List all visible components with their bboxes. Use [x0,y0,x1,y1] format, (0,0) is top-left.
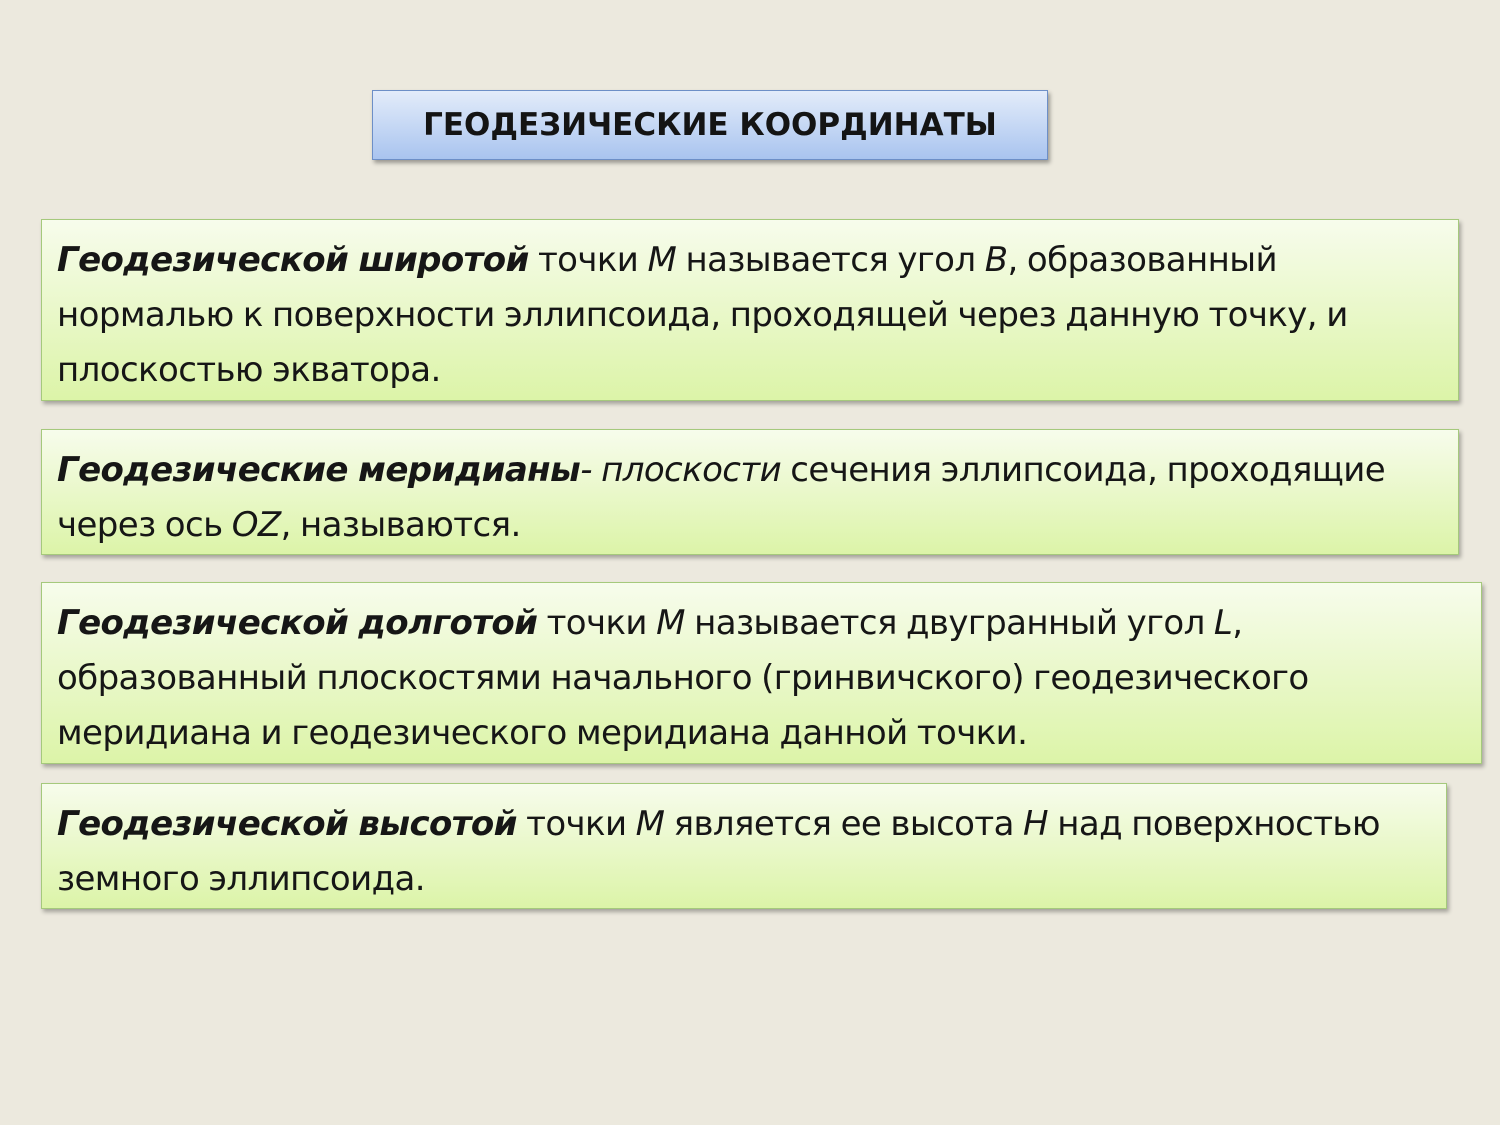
page-title: ГЕОДЕЗИЧЕСКИЕ КООРДИНАТЫ [423,107,997,143]
definition-fragment: точки [537,603,657,643]
variable-m: M [647,240,677,280]
definition-fragment: точки [528,240,648,280]
definition-fragment: , называются. [280,505,521,545]
definition-term: Геодезической высотой [57,804,517,844]
definition-fragment: является ее высота [664,804,1024,844]
definition-text [57,233,1444,398]
variable-m: M [635,804,665,844]
definition-term: Геодезические меридианы [57,450,581,490]
definition-text [57,797,1432,907]
definition-card-height [41,783,1447,909]
variable-m: M [656,603,685,643]
definition-term: Геодезической долготой [57,603,538,643]
variable-l: L [1213,603,1233,643]
definition-text [57,443,1444,553]
definition-card-meridians [41,429,1459,555]
definition-fragment: точки [516,804,636,844]
definition-fragment: , образованный нормалью к поверхности эллипсоида, проходящей через данную точку, и плоскостью экватора. [57,240,1348,390]
variable-h: H [1023,804,1049,844]
definition-card-latitude [41,219,1459,401]
definition-card-longitude [41,582,1482,764]
definition-fragment: сечения эллипсоида, проходящие через ось [57,450,1386,545]
title-box [372,90,1048,160]
definition-fragment: называется двугранный угол [684,603,1214,643]
definition-text [57,596,1467,761]
variable-oz: OZ [231,505,281,545]
definition-fragment: , образованный плоскостями начального (гринвичского) геодезического меридиана и геодезического меридиана данной точки. [57,603,1309,753]
definition-term: Геодезической широтой [57,240,529,280]
definition-fragment: над поверхностью земного эллипсоида. [57,804,1380,899]
definition-fragment: называется угол [676,240,985,280]
variable-b: B [984,240,1008,280]
definition-italic-fragment: - плоскости [580,450,782,490]
